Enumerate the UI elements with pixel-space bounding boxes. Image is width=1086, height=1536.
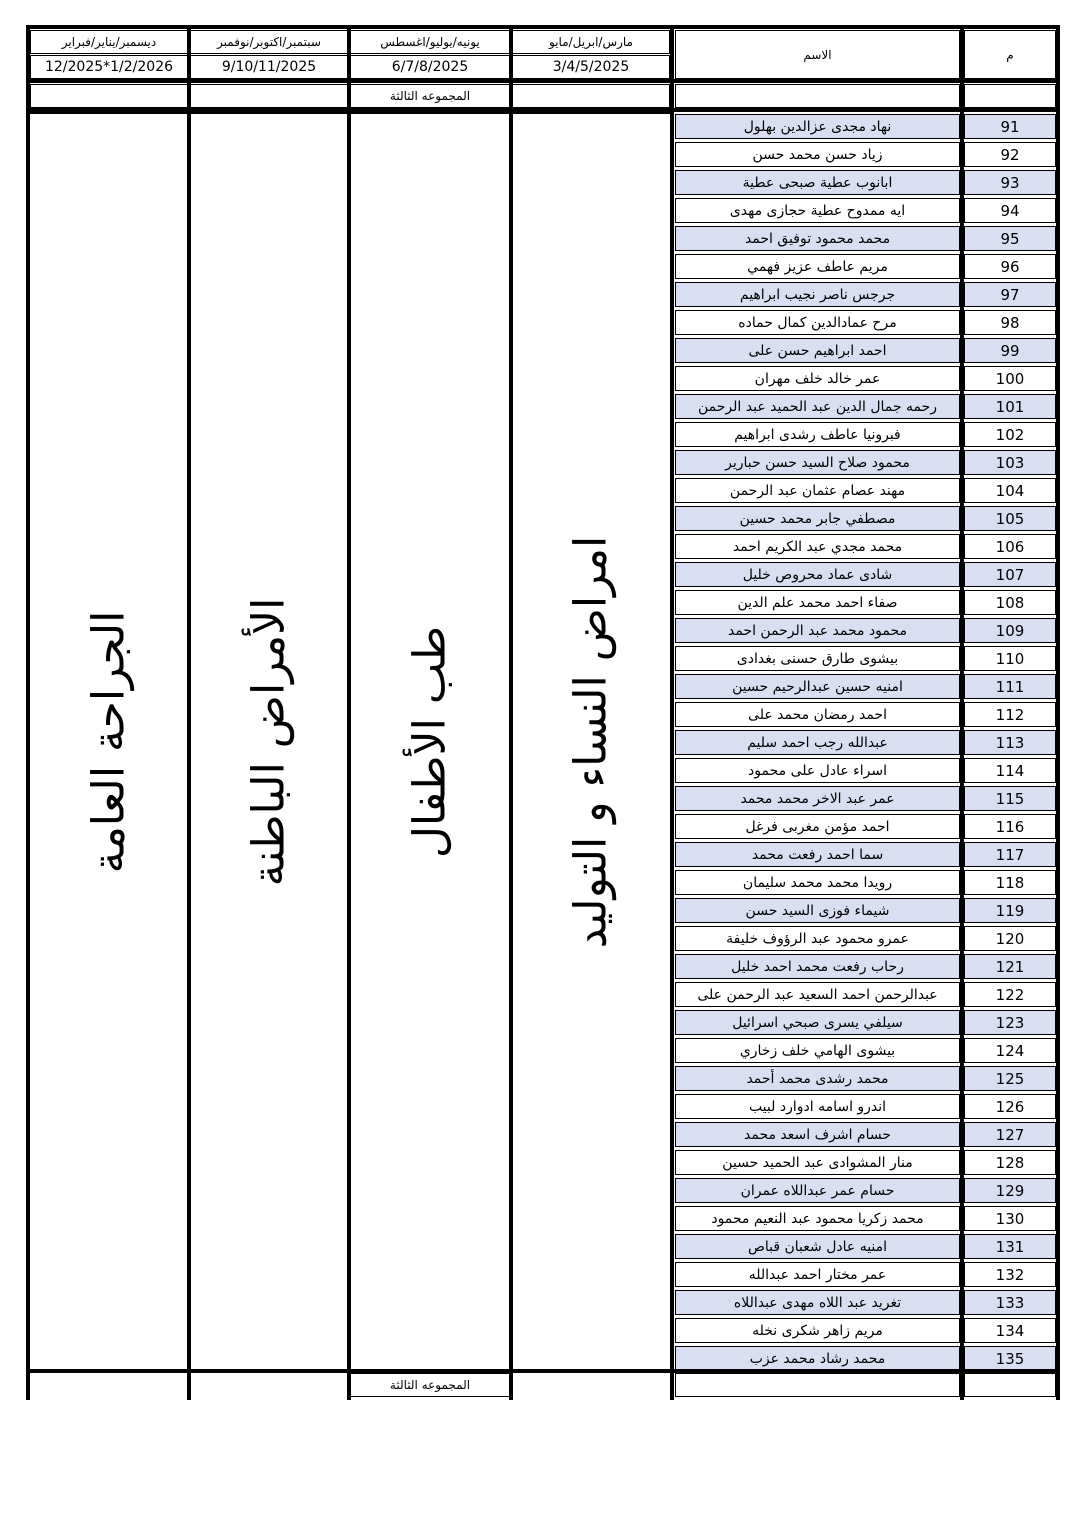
- student-number-cell: 108: [964, 590, 1056, 615]
- student-name-cell: تغريد عبد اللاه مهدى عبداللاه: [675, 1290, 960, 1315]
- student-number-cell: 134: [964, 1318, 1056, 1343]
- group-label-top: المجموعه الثالثة: [350, 84, 510, 108]
- student-number-cell: 123: [964, 1010, 1056, 1035]
- student-number-cell: 126: [964, 1094, 1056, 1119]
- student-number-cell: 133: [964, 1290, 1056, 1315]
- student-number-cell: 117: [964, 842, 1056, 867]
- student-name-cell: محمد رشاد محمد عزب: [675, 1346, 960, 1371]
- student-number-cell: 116: [964, 814, 1056, 839]
- dept-label-pediatrics: طب الأطفال: [404, 625, 456, 859]
- student-number-cell: 101: [964, 394, 1056, 419]
- student-name-cell: صفاء احمد محمد علم الدين: [675, 590, 960, 615]
- group-row-bottom-border: [26, 108, 1060, 112]
- student-name-cell: حسام عمر عبداللاه عمران: [675, 1178, 960, 1203]
- student-number-cell: 95: [964, 226, 1056, 251]
- student-name-cell: مرح عمادالدين كمال حماده: [675, 310, 960, 335]
- student-name-cell: محمود صلاح السيد حسن حبارير: [675, 450, 960, 475]
- student-number-cell: 125: [964, 1066, 1056, 1091]
- student-name-cell: ايه ممدوح عطية حجازى مهدى: [675, 198, 960, 223]
- student-number-cell: 112: [964, 702, 1056, 727]
- student-number-cell: 114: [964, 758, 1056, 783]
- grid-line-4: [509, 25, 513, 1400]
- student-name-cell: محمد رشدى محمد أحمد: [675, 1066, 960, 1091]
- date-header-jun-aug: 6/7/8/2025: [350, 55, 510, 79]
- dept-column-general-surgery: [30, 112, 188, 1370]
- month-header-sep-nov: سبتمبر/اكتوبر/نوفمبر: [190, 30, 348, 54]
- student-number-cell: 131: [964, 1234, 1056, 1259]
- group-row-empty-4: [675, 84, 960, 108]
- date-header-mar-may: 3/4/5/2025: [512, 55, 670, 79]
- student-name-cell: نهاد مجدى عزالدين بهلول: [675, 114, 960, 139]
- student-name-cell: عبدالرحمن احمد السعيد عبد الرحمن على: [675, 982, 960, 1007]
- student-name-cell: رحاب رفعت محمد احمد خليل: [675, 954, 960, 979]
- student-name-cell: عمر عبد الاخر محمد محمد: [675, 786, 960, 811]
- student-name-cell: محمد مجدي عبد الكريم احمد: [675, 534, 960, 559]
- grid-line-1: [26, 25, 30, 1400]
- month-header-mar-may: مارس/ابريل/مايو: [512, 30, 670, 54]
- student-number-cell: 98: [964, 310, 1056, 335]
- student-name-cell: ابانوب عطية صبحى عطية: [675, 170, 960, 195]
- student-number-cell: 127: [964, 1122, 1056, 1147]
- student-number-cell: 124: [964, 1038, 1056, 1063]
- table-top-border: [26, 25, 1060, 29]
- student-number-cell: 132: [964, 1262, 1056, 1287]
- student-number-cell: 96: [964, 254, 1056, 279]
- student-name-cell: احمد ابراهيم حسن على: [675, 338, 960, 363]
- student-name-cell: شادى عماد محروص خليل: [675, 562, 960, 587]
- student-name-cell: احمد مؤمن مغربى فرغل: [675, 814, 960, 839]
- month-header-dec-feb: ديسمبر/يناير/فبراير: [30, 30, 188, 54]
- student-number-cell: 120: [964, 926, 1056, 951]
- bottom-row-empty-num: [964, 1373, 1056, 1397]
- student-name-cell: زياد حسن محمد حسن: [675, 142, 960, 167]
- student-name-cell: فبرونيا عاطف رشدى ابراهيم: [675, 422, 960, 447]
- student-name-cell: محمود محمد عبد الرحمن احمد: [675, 618, 960, 643]
- student-name-cell: منار المشوادى عبد الحميد حسين: [675, 1150, 960, 1175]
- grid-line-2: [187, 25, 191, 1400]
- student-number-cell: 129: [964, 1178, 1056, 1203]
- student-number-cell: 102: [964, 422, 1056, 447]
- month-header-jun-aug: يونيه/يوليو/اغسطس: [350, 30, 510, 54]
- name-column-header: الاسم: [675, 30, 960, 79]
- header-bottom-border: [26, 79, 1060, 83]
- student-number-cell: 106: [964, 534, 1056, 559]
- date-header-sep-nov: 9/10/11/2025: [190, 55, 348, 79]
- dept-column-obgyn: [512, 112, 670, 1370]
- student-name-cell: مريم عاطف عزيز فهمي: [675, 254, 960, 279]
- student-number-cell: 103: [964, 450, 1056, 475]
- student-number-cell: 111: [964, 674, 1056, 699]
- student-name-cell: سما احمد رفعت محمد: [675, 842, 960, 867]
- student-number-cell: 93: [964, 170, 1056, 195]
- group-row-empty-3: [512, 84, 670, 108]
- student-name-cell: اسراء عادل على محمود: [675, 758, 960, 783]
- grid-line-5: [670, 25, 674, 1400]
- student-name-cell: شيماء فوزى السيد حسن: [675, 898, 960, 923]
- group-row-empty-2: [190, 84, 348, 108]
- student-name-cell: بيشوى طارق حسنى بغدادى: [675, 646, 960, 671]
- student-number-cell: 92: [964, 142, 1056, 167]
- student-number-cell: 99: [964, 338, 1056, 363]
- student-number-cell: 122: [964, 982, 1056, 1007]
- student-number-cell: 91: [964, 114, 1056, 139]
- student-name-cell: مهند عصام عثمان عبد الرحمن: [675, 478, 960, 503]
- student-name-cell: عمر مختار احمد عبدالله: [675, 1262, 960, 1287]
- student-name-cell: احمد رمضان محمد على: [675, 702, 960, 727]
- group-row-empty-5: [964, 84, 1056, 108]
- date-header-dec-feb: 12/2025*1/2/2026: [30, 55, 188, 79]
- dept-label-obgyn: امراض النساء و التوليد: [565, 535, 617, 949]
- student-name-cell: رويدا محمد محمد سليمان: [675, 870, 960, 895]
- student-number-cell: 97: [964, 282, 1056, 307]
- student-name-cell: عمرو محمود عبد الرؤوف خليفة: [675, 926, 960, 951]
- student-number-cell: 107: [964, 562, 1056, 587]
- student-name-cell: رحمه جمال الدين عبد الحميد عبد الرحمن: [675, 394, 960, 419]
- grid-line-3: [347, 25, 351, 1400]
- student-number-cell: 118: [964, 870, 1056, 895]
- group-row-empty-1: [30, 84, 188, 108]
- dept-label-general-surgery: الجراحة العامة: [83, 610, 135, 874]
- student-number-cell: 128: [964, 1150, 1056, 1175]
- student-name-cell: مصطفي جابر محمد حسين: [675, 506, 960, 531]
- student-number-cell: 121: [964, 954, 1056, 979]
- bottom-row-empty-name: [675, 1373, 960, 1397]
- rows-bottom-border: [26, 1369, 1060, 1373]
- student-name-cell: امنيه حسين عبدالرحيم حسين: [675, 674, 960, 699]
- student-number-cell: 115: [964, 786, 1056, 811]
- student-number-cell: 119: [964, 898, 1056, 923]
- student-name-cell: عبدالله رجب احمد سليم: [675, 730, 960, 755]
- student-number-cell: 100: [964, 366, 1056, 391]
- student-name-cell: محمد زكريا محمود عبد النعيم محمود: [675, 1206, 960, 1231]
- student-name-cell: محمد محمود توفيق احمد: [675, 226, 960, 251]
- dept-label-internal-medicine: الأمراض الباطنة: [243, 597, 295, 887]
- student-number-cell: 130: [964, 1206, 1056, 1231]
- group-label-bottom: المجموعه الثالثة: [350, 1373, 510, 1397]
- student-number-cell: 135: [964, 1346, 1056, 1371]
- dept-column-pediatrics: [350, 112, 510, 1370]
- student-name-cell: مريم زاهر شكرى نخله: [675, 1318, 960, 1343]
- student-name-cell: جرجس ناصر نجيب ابراهيم: [675, 282, 960, 307]
- student-name-cell: حسام اشرف اسعد محمد: [675, 1122, 960, 1147]
- grid-line-7: [1056, 25, 1060, 1400]
- student-number-cell: 94: [964, 198, 1056, 223]
- grid-line-6: [960, 25, 964, 1400]
- student-number-cell: 110: [964, 646, 1056, 671]
- student-name-cell: بيشوى الهامي خلف زخاري: [675, 1038, 960, 1063]
- number-column-header: م: [964, 30, 1056, 79]
- student-number-cell: 113: [964, 730, 1056, 755]
- student-number-cell: 105: [964, 506, 1056, 531]
- student-name-cell: امنيه عادل شعبان قباص: [675, 1234, 960, 1259]
- student-number-cell: 104: [964, 478, 1056, 503]
- student-number-cell: 109: [964, 618, 1056, 643]
- student-name-cell: عمر خالد خلف مهران: [675, 366, 960, 391]
- dept-column-internal-medicine: [190, 112, 348, 1370]
- student-name-cell: اندرو اسامه ادوارد لبيب: [675, 1094, 960, 1119]
- student-name-cell: سيلفي يسرى صبحي اسرائيل: [675, 1010, 960, 1035]
